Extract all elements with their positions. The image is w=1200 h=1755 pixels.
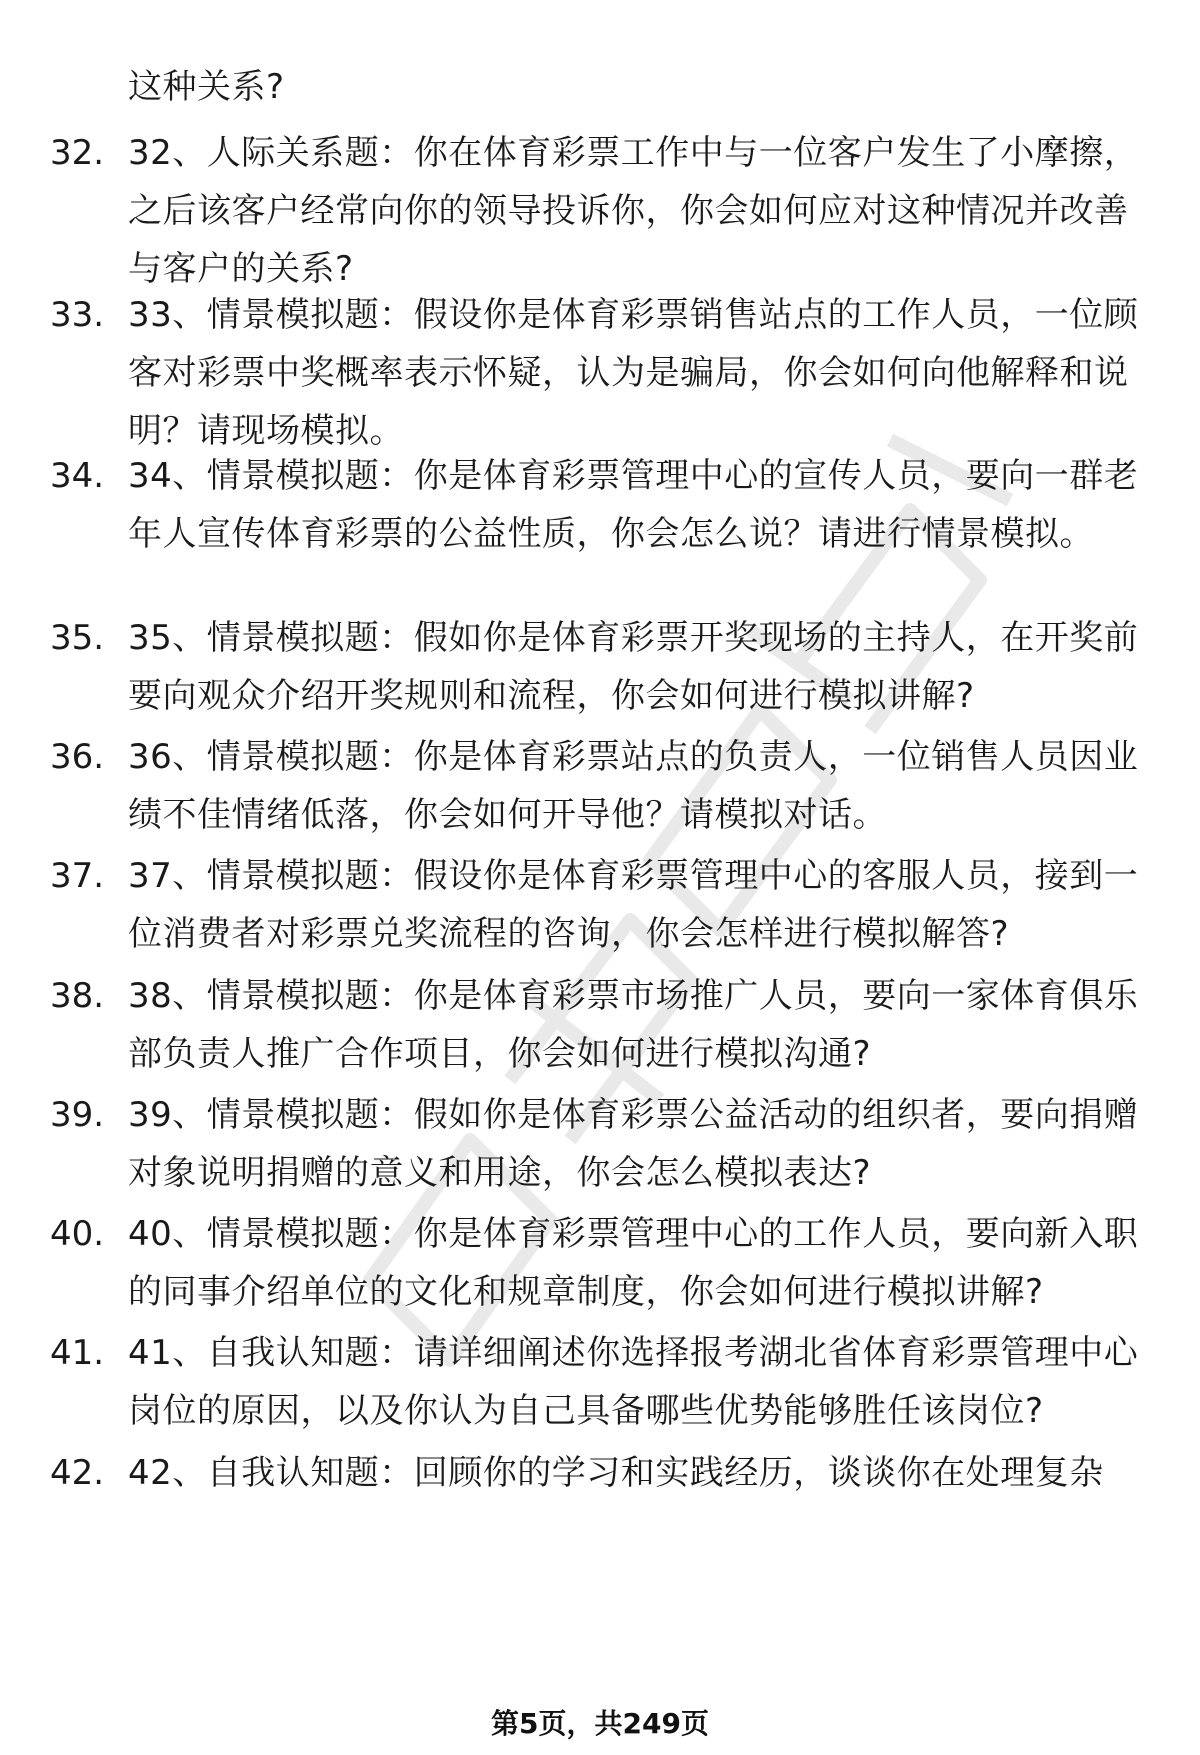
- continuation-text: 这种关系?: [128, 67, 285, 107]
- item-number: 42.: [50, 1453, 105, 1493]
- item-text: 40、情景模拟题：你是体育彩票管理中心的工作人员，要向新入职的同事介绍单位的文化和规章制度，你会如何进行模拟讲解?: [128, 1214, 1139, 1312]
- item-text: 41、自我认知题：请详细阐述你选择报考湖北省体育彩票管理中心岗位的原因，以及你认为自己具备哪些优势能够胜任该岗位?: [128, 1333, 1139, 1431]
- item-number: 32.: [50, 133, 105, 173]
- item-text: 34、情景模拟题：你是体育彩票管理中心的宣传人员，要向一群老年人宣传体育彩票的公益性质，你会怎么说？请进行情景模拟。: [128, 456, 1139, 554]
- item-number: 36.: [50, 737, 105, 777]
- item-number: 41.: [50, 1333, 105, 1373]
- item-text: 35、情景模拟题：假如你是体育彩票开奖现场的主持人，在开奖前要向观众介绍开奖规则和流程，你会如何进行模拟讲解?: [128, 618, 1139, 716]
- item-number: 35.: [50, 618, 105, 658]
- item-number: 40.: [50, 1214, 105, 1254]
- item-text: 42、自我认知题：回顾你的学习和实践经历，谈谈你在处理复杂: [128, 1453, 1104, 1493]
- item-text: 32、人际关系题：你在体育彩票工作中与一位客户发生了小摩擦，之后该客户经常向你的领导投诉你，你会如何应对这种情况并改善与客户的关系?: [128, 133, 1139, 289]
- item-number: 33.: [50, 295, 105, 335]
- item-number: 34.: [50, 456, 105, 496]
- page-footer: 第5页，共249页: [491, 1707, 709, 1740]
- item-text: 37、情景模拟题：假设你是体育彩票管理中心的客服人员，接到一位消费者对彩票兑奖流程的咨询，你会怎样进行模拟解答?: [128, 856, 1139, 954]
- item-number: 39.: [50, 1095, 105, 1135]
- item-text: 38、情景模拟题：你是体育彩票市场推广人员，要向一家体育俱乐部负责人推广合作项目，你会如何进行模拟沟通?: [128, 976, 1139, 1074]
- item-text: 39、情景模拟题：假如你是体育彩票公益活动的组织者，要向捐赠对象说明捐赠的意义和用途，你会怎么模拟表达?: [128, 1095, 1139, 1193]
- item-text: 33、情景模拟题：假设你是体育彩票销售站点的工作人员，一位顾客对彩票中奖概率表示怀疑，认为是骗局，你会如何向他解释和说明？请现场模拟。: [128, 295, 1139, 451]
- item-text: 36、情景模拟题：你是体育彩票站点的负责人，一位销售人员因业绩不佳情绪低落，你会如何开导他？请模拟对话。: [128, 737, 1139, 835]
- item-number: 37.: [50, 856, 105, 896]
- item-number: 38.: [50, 976, 105, 1016]
